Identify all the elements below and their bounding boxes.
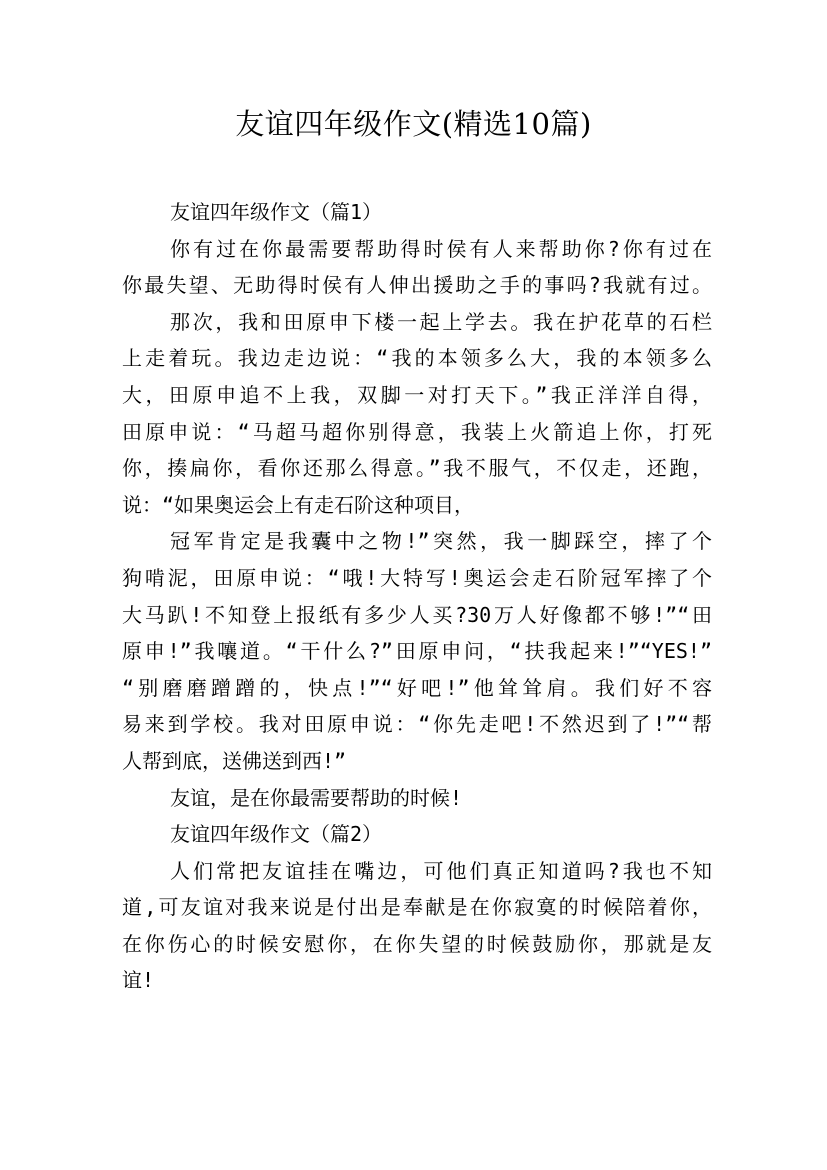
text-line: 你有过在你最需要帮助得时侯有人来帮助你?你有过在 (170, 236, 712, 261)
text-line: 狗啃泥，田原申说：“哦!大特写!奥运会走石阶冠军摔了个 (122, 565, 712, 590)
document-title: 友谊四年级作文(精选10篇) (235, 107, 592, 141)
text-line: 人们常把友谊挂在嘴边，可他们真正知道吗?我也不知 (170, 858, 712, 883)
text-line: 田原申说：“马超马超你别得意，我装上火箭追上你，打死 (122, 419, 712, 444)
text-line: 大马趴!不知登上报纸有多少人买?30万人好像都不够!”“田 (122, 602, 712, 627)
text-line: “别磨磨蹭蹭的，快点!”“好吧!”他耸耸肩。我们好不容 (122, 675, 712, 700)
text-line: 说：“如果奥运会上有走石阶这种项目， (122, 492, 475, 517)
text-line: 人帮到底，送佛送到西!” (122, 748, 347, 773)
text-line: 友谊四年级作文（篇2） (170, 822, 383, 847)
text-line: 在你伤心的时候安慰你，在你失望的时候鼓励你，那就是友 (122, 931, 712, 956)
text-line: 上走着玩。我边走边说：“我的本领多么大，我的本领多么 (122, 346, 712, 371)
document-body (122, 194, 712, 999)
text-line: 那次，我和田原申下楼一起上学去。我在护花草的石栏 (170, 309, 712, 334)
text-line: 你最失望、无助得时侯有人伸出援助之手的事吗?我就有过。 (122, 273, 712, 298)
text-line: 友谊四年级作文（篇1） (170, 200, 383, 224)
text-line: 易来到学校。我对田原申说：“你先走吧!不然迟到了!”“帮 (122, 712, 712, 737)
text-line: 冠军肯定是我囊中之物!”突然，我一脚踩空，摔了个 (170, 529, 712, 554)
text-line: 你，揍扁你，看你还那么得意。”我不服气，不仅走，还跑， (122, 456, 712, 481)
text-line: 友谊，是在你最需要帮助的时候! (170, 785, 463, 810)
text-line: 谊! (122, 968, 155, 993)
text-line: 大，田原申追不上我，双脚一对打天下。”我正洋洋自得， (122, 382, 712, 407)
text-line: 道,可友谊对我来说是付出是奉献是在你寂寞的时候陪着你， (122, 895, 712, 920)
text-line: 原申!”我嚷道。“干什么?”田原申问，“扶我起来!”“YES!” (122, 639, 712, 664)
